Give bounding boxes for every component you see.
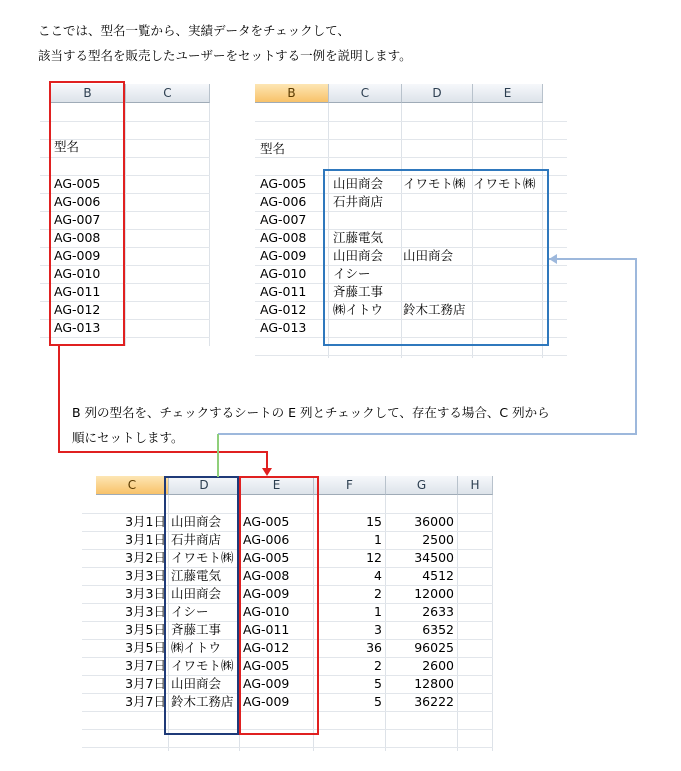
amount-cell[interactable]: 36000 (414, 514, 454, 529)
customer-cell[interactable]: ㈱イトウ (171, 640, 222, 655)
model-cell[interactable]: AG-013 (54, 320, 101, 335)
model-cell[interactable]: AG-005 (243, 514, 290, 529)
column-header-h[interactable]: H (458, 476, 493, 495)
amount-cell[interactable]: 12800 (414, 676, 454, 691)
customer-cell[interactable]: 山田商会 (171, 676, 222, 691)
customer-cell[interactable]: 斉藤工事 (171, 622, 222, 637)
quantity-cell[interactable]: 36 (366, 640, 382, 655)
caption-line-2: 順にセットします。 (72, 430, 184, 445)
model-cell[interactable]: AG-007 (54, 212, 101, 227)
date-cell[interactable]: 3月5日 (125, 640, 166, 655)
quantity-cell[interactable]: 1 (374, 604, 382, 619)
model-cell[interactable]: AG-010 (54, 266, 101, 281)
quantity-cell[interactable]: 3 (374, 622, 382, 637)
model-cell[interactable]: AG-005 (243, 550, 290, 565)
model-cell[interactable]: AG-012 (243, 640, 290, 655)
customer-cell[interactable]: 鈴木工務店 (171, 694, 234, 709)
intro-line-1: ここでは、型名一覧から、実績データをチェックして、 (38, 23, 350, 38)
model-cell[interactable]: AG-011 (243, 622, 290, 637)
customer-cell[interactable]: 山田商会 (171, 586, 222, 601)
date-cell[interactable]: 3月3日 (125, 604, 166, 619)
user-cell[interactable]: イシー (333, 266, 371, 281)
date-cell[interactable]: 3月2日 (125, 550, 166, 565)
model-cell[interactable]: AG-009 (260, 248, 307, 263)
quantity-cell[interactable]: 12 (366, 550, 382, 565)
model-cell[interactable]: AG-009 (243, 694, 290, 709)
quantity-cell[interactable]: 5 (374, 694, 382, 709)
model-cell[interactable]: AG-011 (260, 284, 307, 299)
blue-arrowhead (549, 254, 557, 264)
user-cell[interactable]: 山田商会 (333, 176, 384, 191)
customer-cell[interactable]: 山田商会 (171, 514, 222, 529)
intro-line-2: 該当する型名を販売したユーザーをセットする一例を説明します。 (38, 48, 412, 63)
amount-cell[interactable]: 12000 (414, 586, 454, 601)
user-cell[interactable]: 江藤電気 (333, 230, 384, 245)
user-cell[interactable]: 斉藤工事 (333, 284, 384, 299)
quantity-cell[interactable]: 15 (366, 514, 382, 529)
amount-cell[interactable]: 2600 (422, 658, 454, 673)
model-cell[interactable]: AG-009 (243, 676, 290, 691)
model-cell[interactable]: AG-011 (54, 284, 101, 299)
amount-cell[interactable]: 2500 (422, 532, 454, 547)
model-cell[interactable]: AG-013 (260, 320, 307, 335)
customer-cell[interactable]: 石井商店 (171, 532, 222, 547)
customer-cell[interactable]: イワモト㈱ (171, 658, 234, 673)
column-header-e[interactable]: E (473, 84, 543, 103)
column-header-g[interactable]: G (386, 476, 458, 495)
user-cell[interactable]: 山田商会 (333, 248, 384, 263)
model-cell[interactable]: AG-005 (243, 658, 290, 673)
blue-connector-arrow (218, 259, 636, 434)
date-cell[interactable]: 3月1日 (125, 532, 166, 547)
model-header-label: 型名 (260, 141, 286, 156)
model-cell[interactable]: AG-007 (260, 212, 307, 227)
date-cell[interactable]: 3月1日 (125, 514, 166, 529)
column-header-f[interactable]: F (314, 476, 386, 495)
amount-cell[interactable]: 96025 (414, 640, 454, 655)
quantity-cell[interactable]: 1 (374, 532, 382, 547)
quantity-cell[interactable]: 2 (374, 658, 382, 673)
model-cell[interactable]: AG-005 (260, 176, 307, 191)
date-cell[interactable]: 3月7日 (125, 694, 166, 709)
customer-cell[interactable]: イシー (171, 604, 209, 619)
model-cell[interactable]: AG-008 (54, 230, 101, 245)
column-header-b[interactable]: B (50, 84, 126, 103)
user-cell[interactable]: 山田商会 (403, 248, 454, 263)
model-header-label: 型名 (54, 139, 80, 154)
amount-cell[interactable]: 36222 (414, 694, 454, 709)
amount-cell[interactable]: 6352 (422, 622, 454, 637)
caption-line-1: B 列の型名を、チェックするシートの E 列とチェックして、存在する場合、C 列から (72, 405, 550, 420)
model-cell[interactable]: AG-009 (243, 586, 290, 601)
model-cell[interactable]: AG-006 (260, 194, 307, 209)
date-cell[interactable]: 3月3日 (125, 586, 166, 601)
user-cell[interactable]: イワモト㈱ (403, 176, 466, 191)
date-cell[interactable]: 3月7日 (125, 676, 166, 691)
model-cell[interactable]: AG-012 (54, 302, 101, 317)
model-cell[interactable]: AG-012 (260, 302, 307, 317)
column-header-c[interactable]: C (329, 84, 402, 103)
date-cell[interactable]: 3月5日 (125, 622, 166, 637)
customer-cell[interactable]: 江藤電気 (171, 568, 222, 583)
amount-cell[interactable]: 34500 (414, 550, 454, 565)
quantity-cell[interactable]: 5 (374, 676, 382, 691)
model-cell[interactable]: AG-010 (243, 604, 290, 619)
model-cell[interactable]: AG-006 (243, 532, 290, 547)
amount-cell[interactable]: 4512 (422, 568, 454, 583)
user-cell[interactable]: ㈱イトウ (333, 302, 384, 317)
model-cell[interactable]: AG-008 (260, 230, 307, 245)
user-cell[interactable]: 石井商店 (333, 194, 384, 209)
column-header-e[interactable]: E (240, 476, 314, 495)
model-cell[interactable]: AG-006 (54, 194, 101, 209)
model-cell[interactable]: AG-005 (54, 176, 101, 191)
column-header-d[interactable]: D (402, 84, 473, 103)
user-cell[interactable]: 鈴木工務店 (403, 302, 466, 317)
user-cell[interactable]: イワモト㈱ (473, 176, 536, 191)
model-cell[interactable]: AG-010 (260, 266, 307, 281)
model-cell[interactable]: AG-009 (54, 248, 101, 263)
customer-cell[interactable]: イワモト㈱ (171, 550, 234, 565)
column-header-b[interactable]: B (255, 84, 329, 103)
date-cell[interactable]: 3月7日 (125, 658, 166, 673)
red-connector-arrow (59, 346, 267, 470)
quantity-cell[interactable]: 4 (374, 568, 382, 583)
amount-cell[interactable]: 2633 (422, 604, 454, 619)
date-cell[interactable]: 3月3日 (125, 568, 166, 583)
column-header-d[interactable]: D (169, 476, 240, 495)
quantity-cell[interactable]: 2 (374, 586, 382, 601)
column-header-c[interactable]: C (126, 84, 210, 103)
model-cell[interactable]: AG-008 (243, 568, 290, 583)
red-arrowhead (262, 468, 272, 476)
column-header-c[interactable]: C (96, 476, 169, 495)
